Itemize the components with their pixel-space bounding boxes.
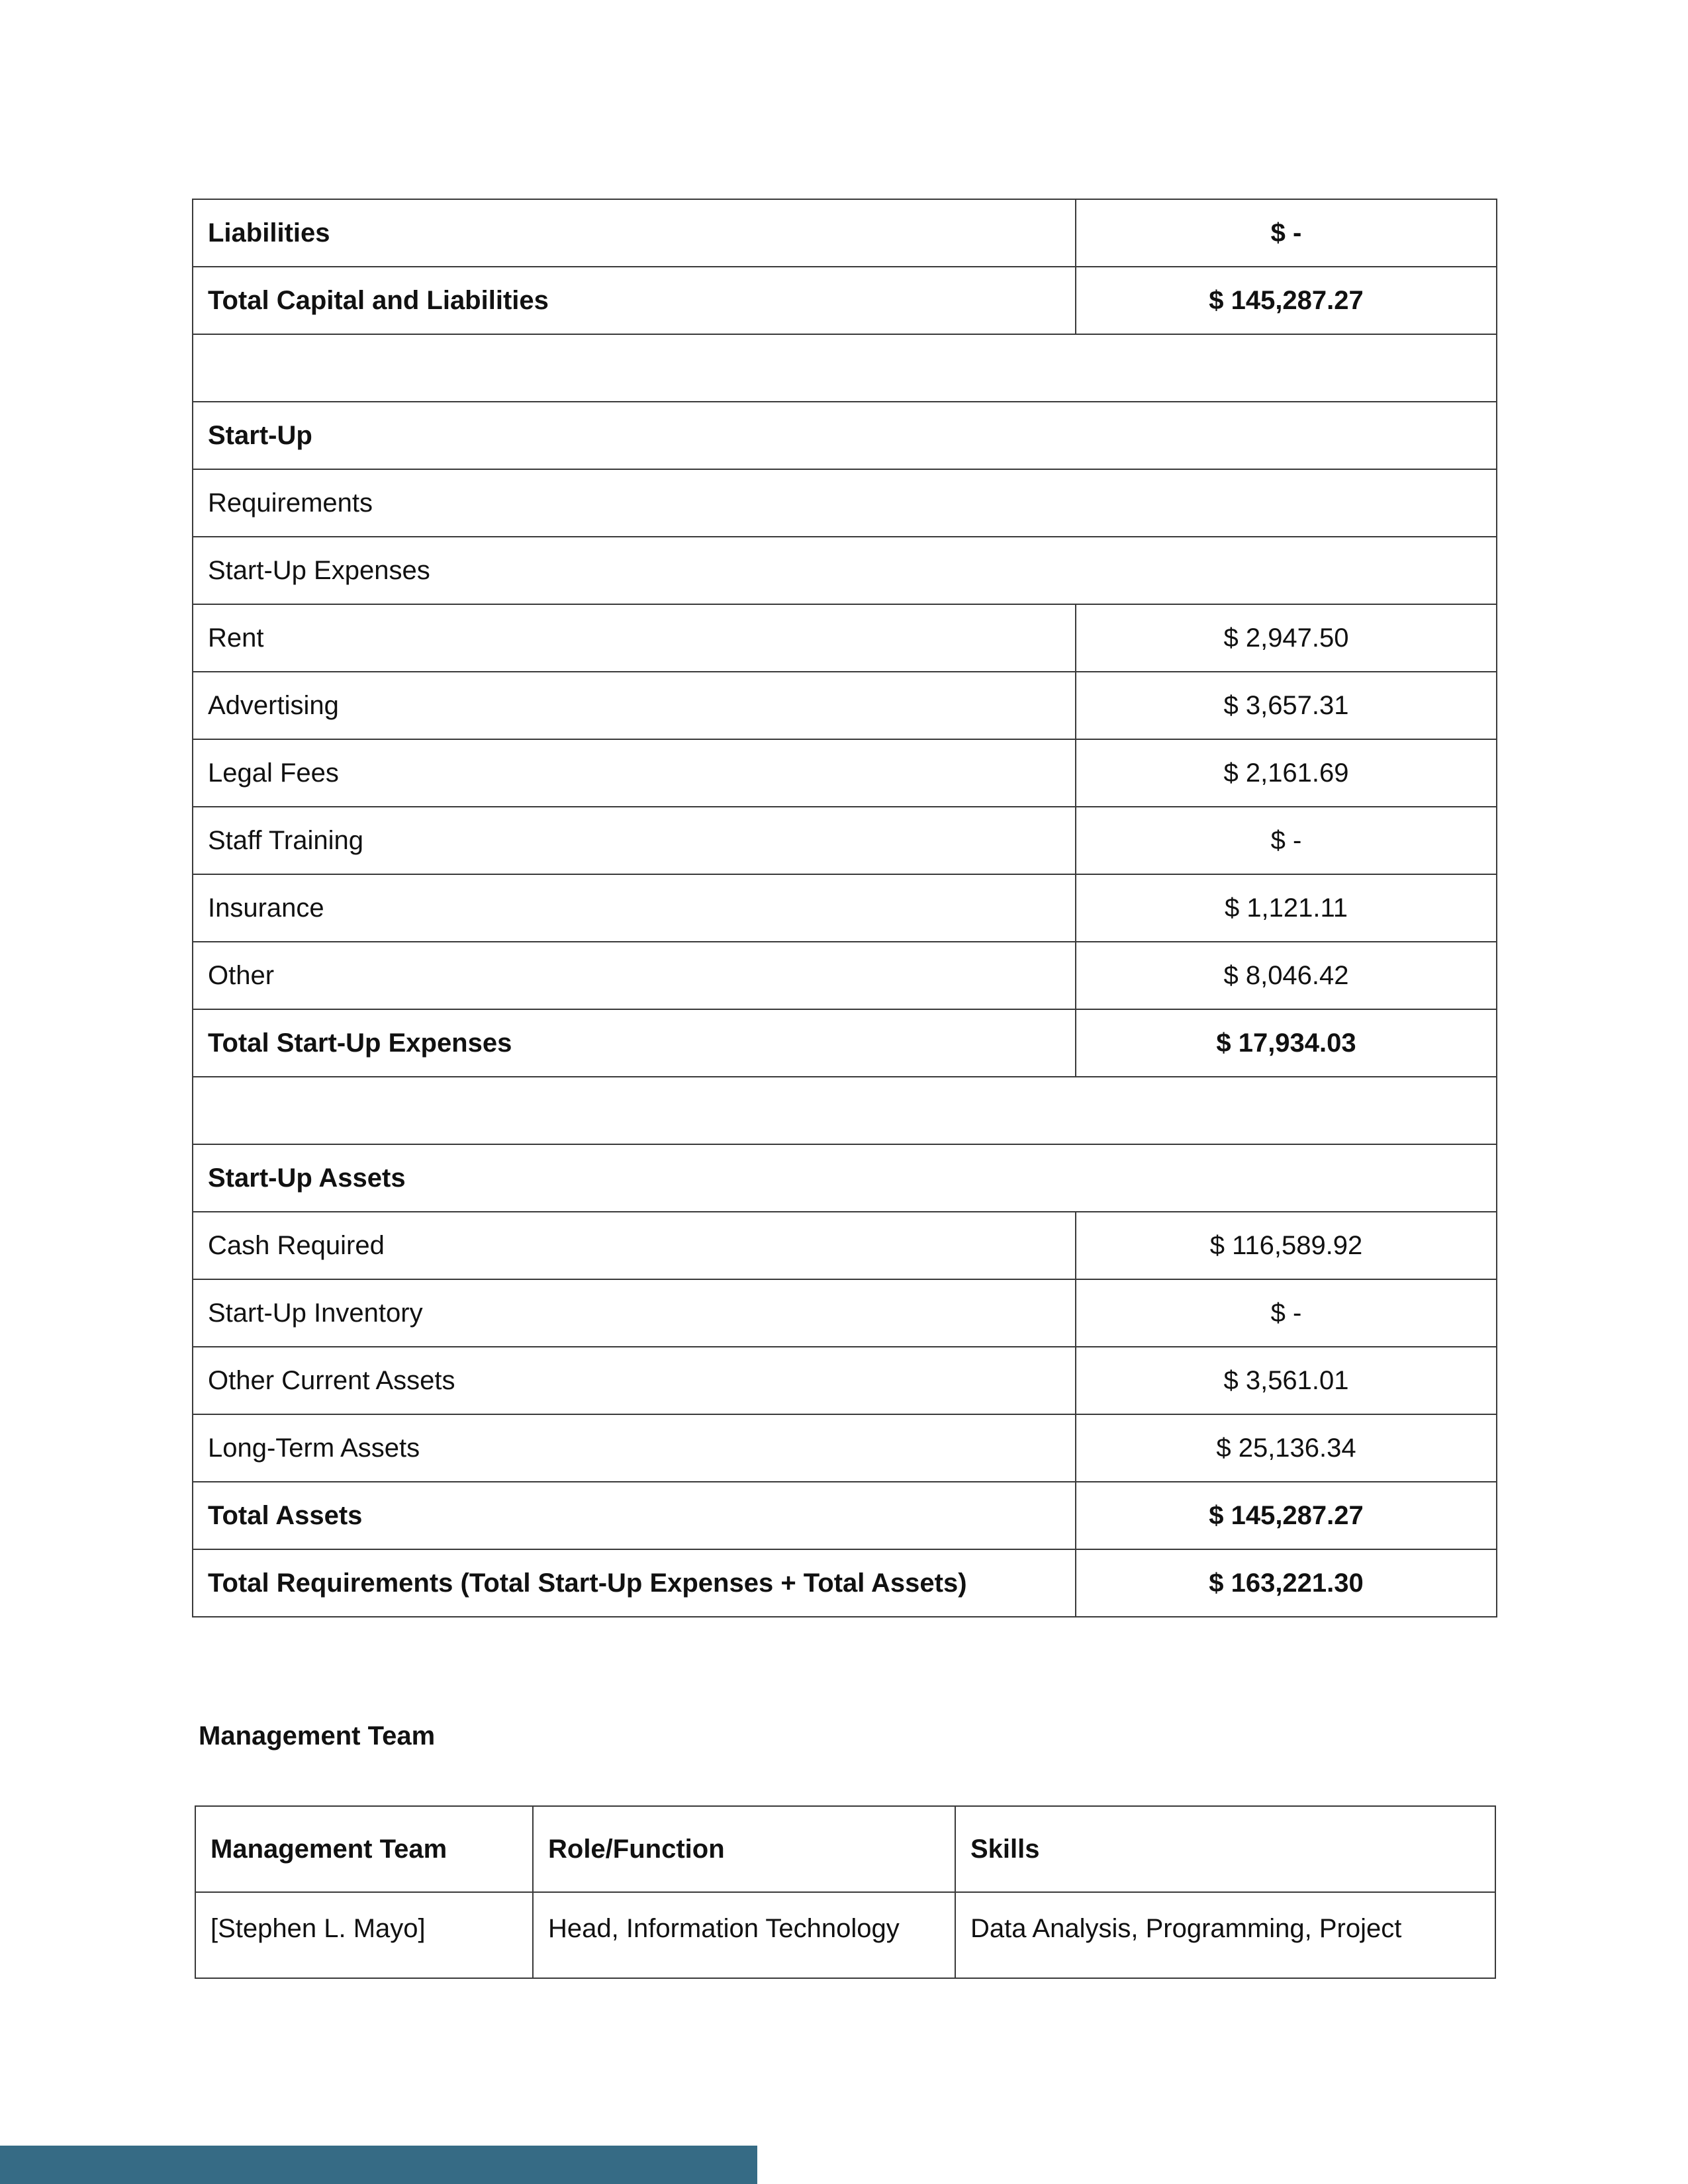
row-value: $ -: [1076, 1279, 1497, 1347]
row-label: Total Assets: [193, 1482, 1076, 1549]
blank-cell: [193, 1077, 1497, 1144]
column-header-management-team: Management Team: [195, 1806, 533, 1892]
row-label: Total Start-Up Expenses: [193, 1009, 1076, 1077]
row-value: $ 2,947.50: [1076, 604, 1497, 672]
section-label: Start-Up: [193, 402, 1497, 469]
row-label: Long-Term Assets: [193, 1414, 1076, 1482]
row-value: $ -: [1076, 199, 1497, 267]
row-value: $ 2,161.69: [1076, 739, 1497, 807]
row-value: $ 17,934.03: [1076, 1009, 1497, 1077]
row-label: Staff Training: [193, 807, 1076, 874]
table-row: [193, 1414, 1497, 1482]
row-label: Rent: [193, 604, 1076, 672]
table-row: [193, 1212, 1497, 1279]
column-header-skills: Skills: [955, 1806, 1495, 1892]
row-value: $ -: [1076, 807, 1497, 874]
table-row: [193, 402, 1497, 469]
row-value: $ 163,221.30: [1076, 1549, 1497, 1617]
management-team-heading: Management Team: [199, 1721, 436, 1751]
column-header-role-function: Role/Function: [533, 1806, 955, 1892]
section-label: Requirements: [193, 469, 1497, 537]
row-label: Cash Required: [193, 1212, 1076, 1279]
row-label: Advertising: [193, 672, 1076, 739]
table-row: [193, 267, 1497, 334]
row-value: $ 8,046.42: [1076, 942, 1497, 1009]
team-member-name: [Stephen L. Mayo]: [195, 1892, 533, 1978]
row-value: $ 145,287.27: [1076, 1482, 1497, 1549]
team-table-row: [195, 1892, 1495, 1978]
spacer-row: [193, 334, 1497, 402]
section-label: Start-Up Expenses: [193, 537, 1497, 604]
row-value: $ 3,561.01: [1076, 1347, 1497, 1414]
table-row: [193, 1482, 1497, 1549]
row-label: Other Current Assets: [193, 1347, 1076, 1414]
table-row: [193, 1549, 1497, 1617]
row-value: $ 1,121.11: [1076, 874, 1497, 942]
row-label: Total Requirements (Total Start-Up Expenses + Total Assets): [193, 1549, 1076, 1617]
team-member-skills: Data Analysis, Programming, Project: [955, 1892, 1495, 1978]
table-row: [193, 874, 1497, 942]
row-label: Total Capital and Liabilities: [193, 267, 1076, 334]
table-row: [193, 1347, 1497, 1414]
table-row: [193, 942, 1497, 1009]
table-row: [193, 469, 1497, 537]
spacer-row: [193, 1077, 1497, 1144]
row-label: Liabilities: [193, 199, 1076, 267]
table-row: [193, 537, 1497, 604]
footer-accent-bar: [0, 2146, 757, 2184]
row-label: Insurance: [193, 874, 1076, 942]
management-team-table: [195, 1805, 1496, 1979]
section-label: Start-Up Assets: [193, 1144, 1497, 1212]
table-row: [193, 672, 1497, 739]
table-row: [193, 1009, 1497, 1077]
row-label: Start-Up Inventory: [193, 1279, 1076, 1347]
financial-table-body: [193, 199, 1497, 1617]
row-value: $ 3,657.31: [1076, 672, 1497, 739]
team-member-role: Head, Information Technology: [533, 1892, 955, 1978]
table-row: [193, 1144, 1497, 1212]
startup-financial-table: [192, 199, 1497, 1617]
row-label: Legal Fees: [193, 739, 1076, 807]
row-value: $ 25,136.34: [1076, 1414, 1497, 1482]
row-value: $ 145,287.27: [1076, 267, 1497, 334]
table-row: [193, 604, 1497, 672]
team-table-header-row: [195, 1806, 1495, 1892]
table-row: [193, 199, 1497, 267]
table-row: [193, 1279, 1497, 1347]
blank-cell: [193, 334, 1497, 402]
table-row: [193, 739, 1497, 807]
row-value: $ 116,589.92: [1076, 1212, 1497, 1279]
row-label: Other: [193, 942, 1076, 1009]
table-row: [193, 807, 1497, 874]
